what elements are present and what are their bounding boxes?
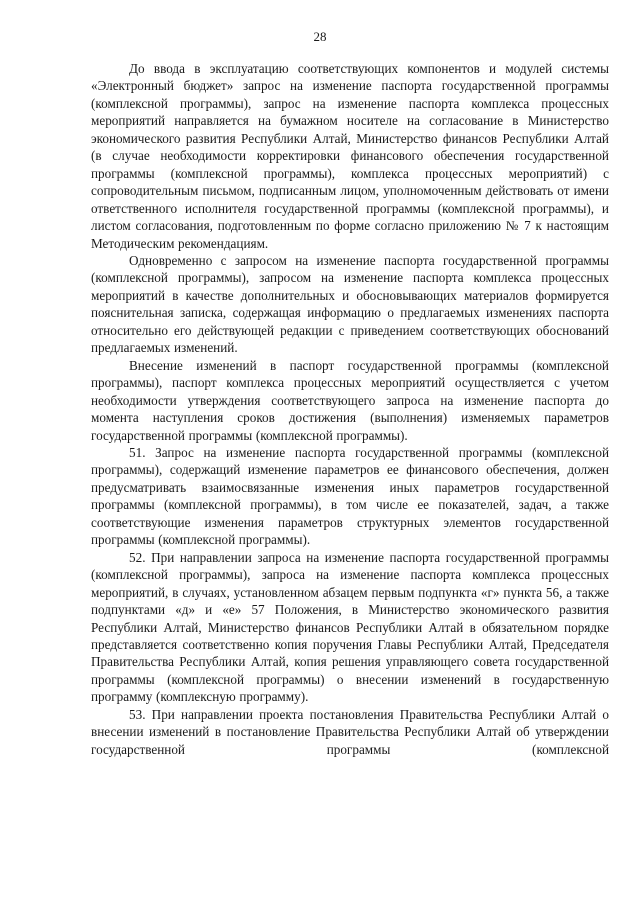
paragraph-5-item-52: 52. При направлении запроса на изменение паспорта государственной программы (комплексной программы), запроса на изменение паспорта комплекса процессных мероприятий, в случаях, установленном абзацем первым подпункта «г» пункта 56, а также подпунктами «д» и «е» 57 Положения, в Министерство экономического развития Республики Алтай, Министерство финансов Республики Алтай в обязательном порядке представляется соответственно копия поручения Главы Республики Алтай, Председателя Правительства Республики Алтай, копия решения управляющего совета государственной программы (комплексной программы) о внесении изменений в государственную программу (комплексную программу). xyxy=(91,549,609,705)
paragraph-6-item-53: 53. При направлении проекта постановления Правительства Республики Алтай о внесении изменений в постановление Правительства Республики Алтай об утверждении государственной программы (комплексной xyxy=(91,706,609,757)
paragraph-1: До ввода в эксплуатацию соответствующих компонентов и модулей системы «Электронный бюджет» запрос на изменение паспорта государственной программы (комплексной программы), запрос на изменение паспорта комплекса процессных мероприятий направляется на бумажном носителе на согласование в Министерство экономического развития Республики Алтай, Министерство финансов Республики Алтай (в случае необходимости корректировки финансового обеспечения государственной программы (комплексной программы), комплекса процессных мероприятий) с сопроводительным письмом, подписанным лицом, уполномоченным действовать от имени ответственного исполнителя государственной программы (комплексной программы), и листом согласования, подготовленным по форме согласно приложению № 7 к настоящим Методическим рекомендациям. xyxy=(91,61,609,251)
paragraph-2: Одновременно с запросом на изменение паспорта государственной программы (комплексной программы), запросом на изменение паспорта комплекса процессных мероприятий в качестве дополнительных и обосновывающих материалов формируется пояснительная записка, содержащая информацию о предлагаемых изменениях паспорта относительно его действующей редакции с приведением соответствующих обоснований предлагаемых изменений. xyxy=(91,252,609,356)
document-body xyxy=(91,60,609,758)
paragraph-4-item-51: 51. Запрос на изменение паспорта государственной программы (комплексной программы), содержащий изменение параметров ее финансового обеспечения, должен предусматривать взаимосвязанные изменения иных параметров государственной программы (комплексной программы), в том числе ее показателей, задач, а также соответствующие изменения параметров структурных элементов государственной программы (комплексной программы). xyxy=(91,444,609,548)
paragraph-3: Внесение изменений в паспорт государственной программы (комплексной программы), паспорт комплекса процессных мероприятий осуществляется с учетом необходимости утверждения соответствующего запроса на изменение паспорта до момента наступления сроков достижения (выполнения) изменяемых параметров государственной программы (комплексной программы). xyxy=(91,357,609,443)
page-number: 28 xyxy=(313,29,327,44)
